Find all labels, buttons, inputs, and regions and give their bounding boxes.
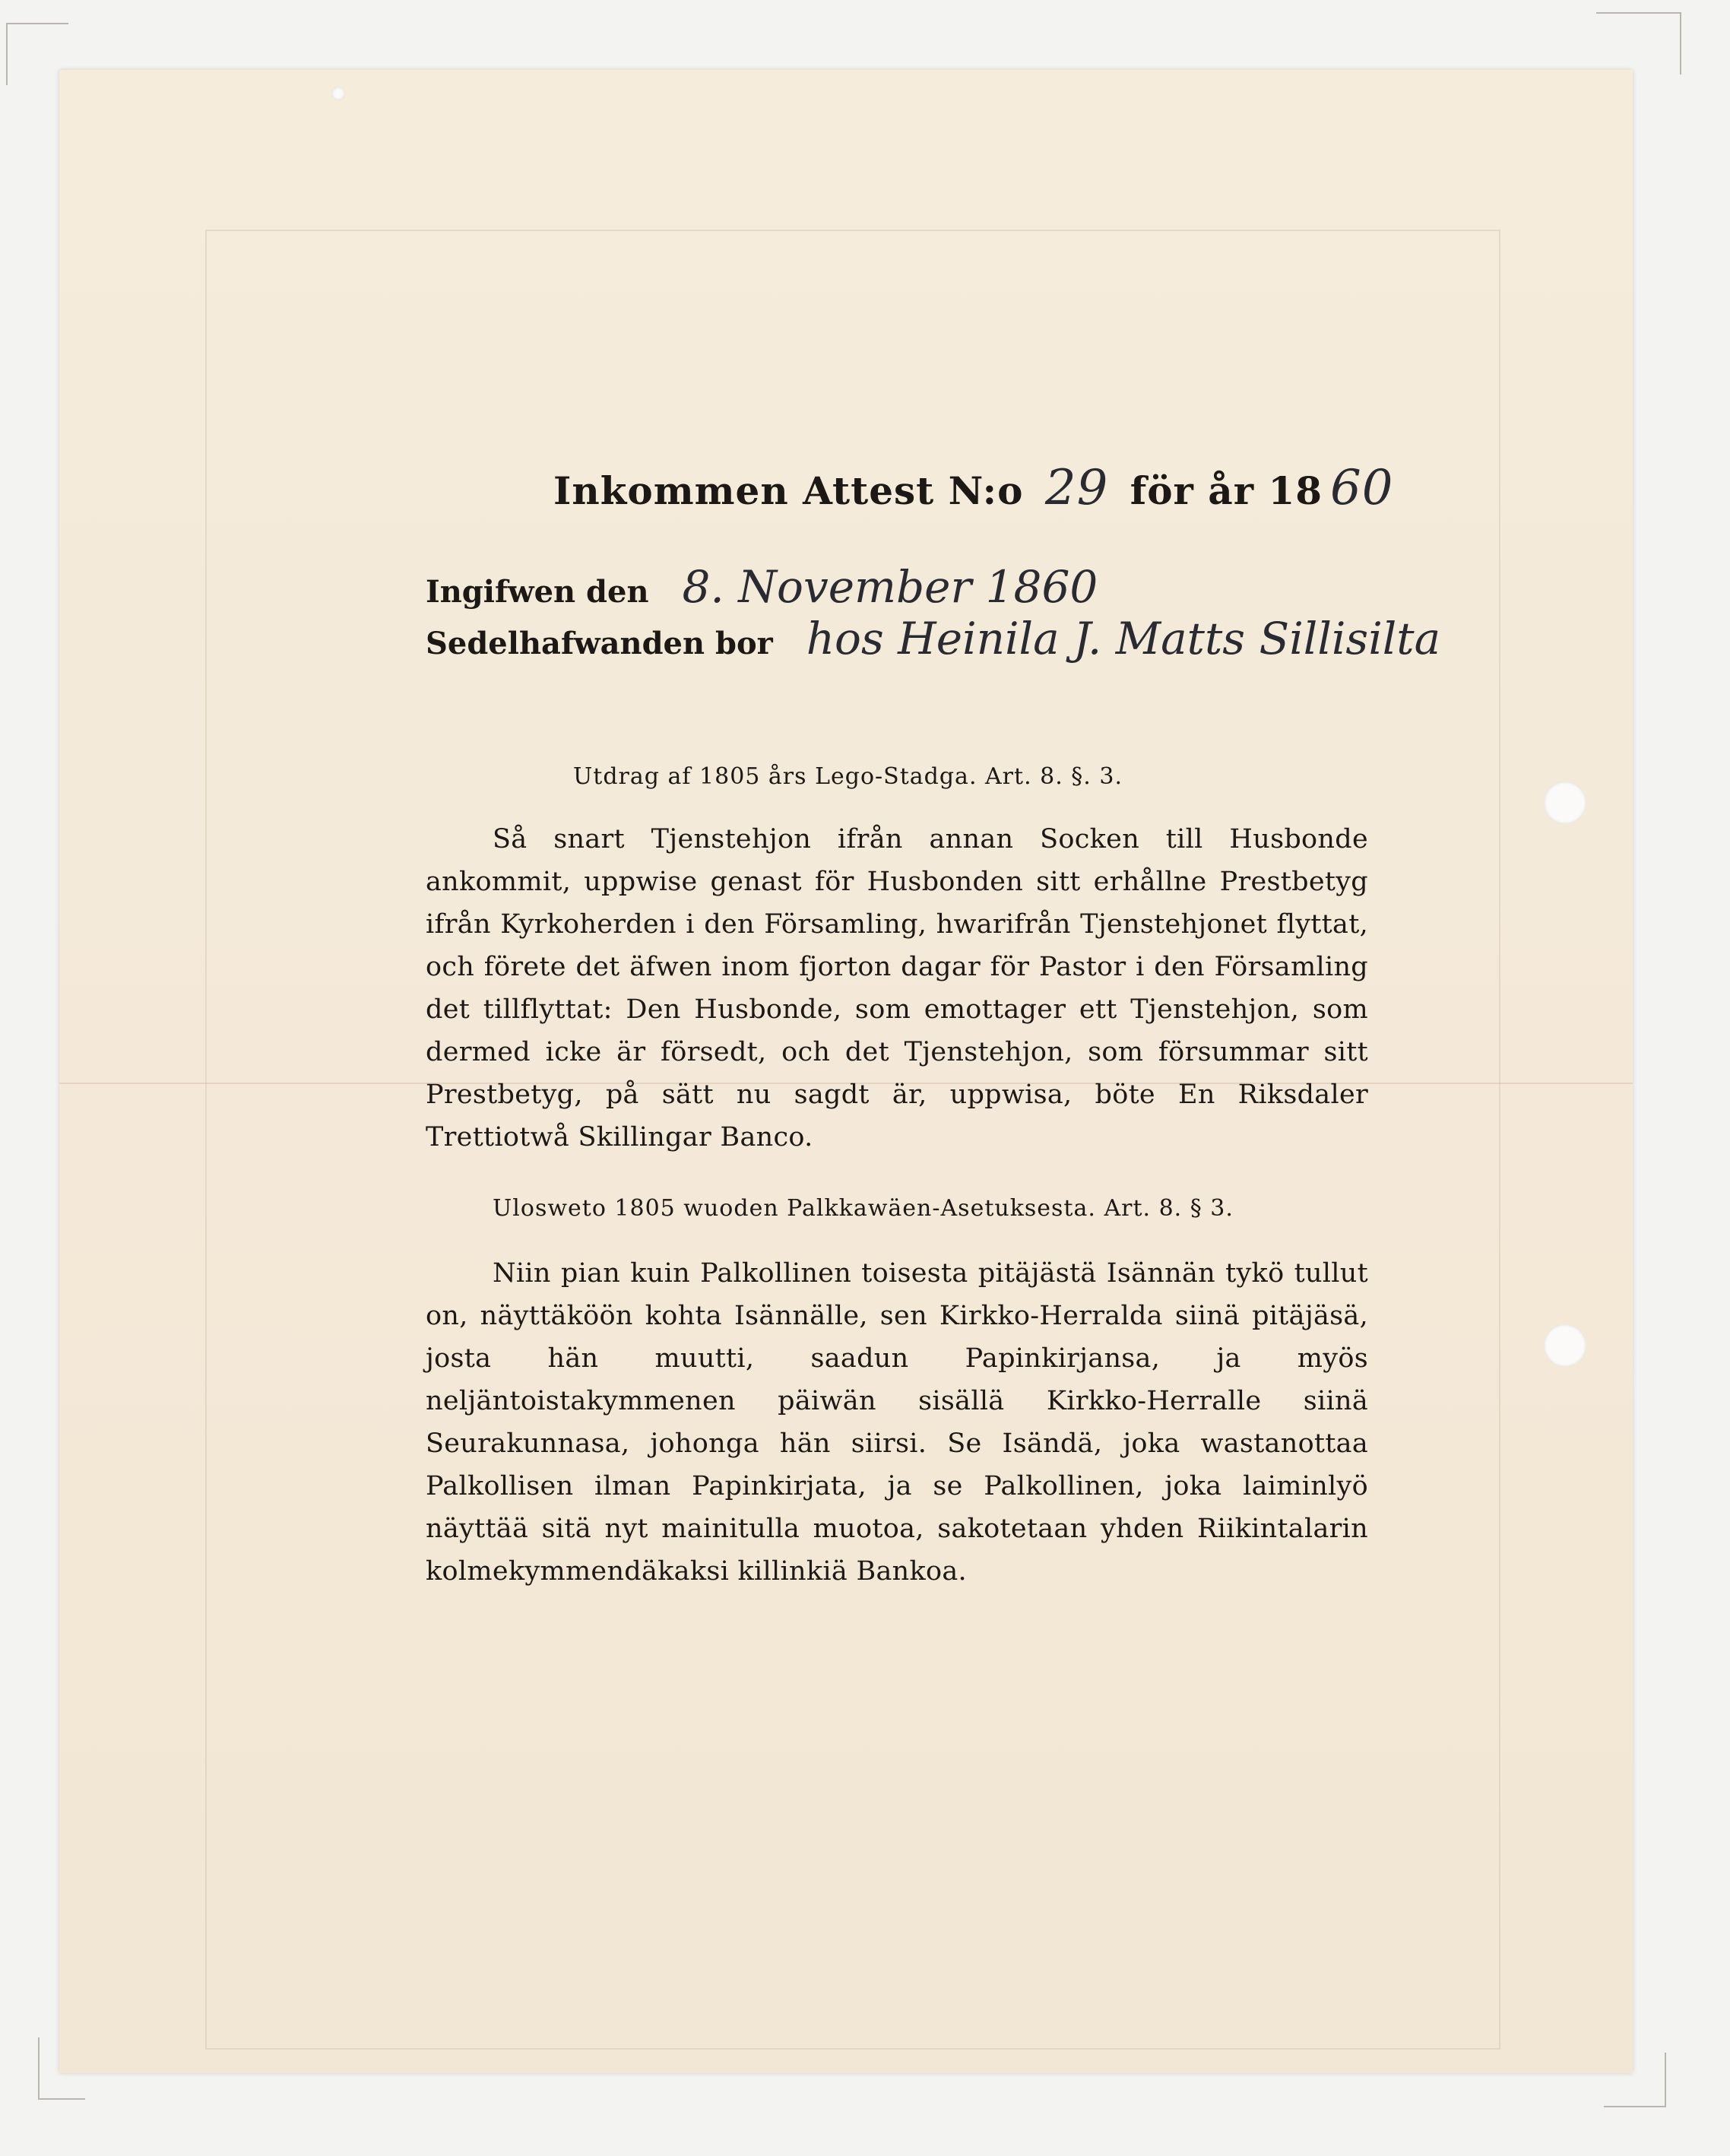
document-title [553, 460, 1401, 516]
pin-hole [331, 87, 345, 100]
title-year: 60 [1330, 460, 1394, 516]
residence-value: hos Heinila J. Matts Sillisilta [806, 613, 1441, 664]
punch-hole-upper [1544, 782, 1586, 824]
attest-number: 29 [1044, 460, 1109, 516]
submitted-date: 8. November 1860 [682, 561, 1098, 613]
submitted-label: Ingifwen den [426, 574, 649, 610]
finnish-excerpt-heading: Ulosweto 1805 wuoden Palkkawäen-Asetuksesta. Art. 8. § 3. [493, 1195, 1234, 1222]
residence-label: Sedelhafwanden bor [426, 626, 773, 661]
crop-mark-top-right [1596, 12, 1681, 75]
swedish-excerpt-text: Så snart Tjenstehjon ifrån annan Socken till Husbonde ankommit, uppwise genast för Husbonden sitt erhållne Prestbetyg ifrån Kyrkoherden i den Församling, hwarifrån Tjenstehjonet flyttat, och förete det äfwen inom fjorton dagar för Pastor i den Församling det tillflyttat: Den Husbonde, som emottager ett Tjenstehjon, som dermed icke är försedt, och det Tjenstehjon, som försummar sitt Prestbetyg, på sätt nu sagdt är, uppwisa, böte En Riksdaler Trettiotwå Skillingar Banco. [426, 824, 1368, 1153]
submitted-line [426, 561, 1098, 613]
residence-line [426, 613, 1440, 664]
finnish-excerpt-text: Niin pian kuin Palkollinen toisesta pitäjästä Isännän tykö tullut on, näyttäköön kohta Isännälle, sen Kirkko-Herralda siinä pitäjäsä, josta hän muutti, saadun Papinkirjansa, ja myös neljäntoistakymmenen päiwän sisällä Kirkko-Herralle siinä Seurakunnasa, johonga hän siirsi. Se Isändä, joka wastanottaa Palkollisen ilman Papinkirjata, ja se Palkollinen, joka laiminlyö näyttää sitä nyt mainitulla muotoa, sakotetaan yhden Riikintalarin kolmekymmendäkaksi killinkiä Bankoa. [426, 1258, 1368, 1587]
title-middle: för år 18 [1130, 468, 1323, 513]
punch-hole-lower [1544, 1324, 1586, 1367]
swedish-excerpt-heading: Utdrag af 1805 års Lego-Stadga. Art. 8. §. 3. [573, 763, 1123, 790]
title-prefix: Inkommen Attest N:o [553, 468, 1024, 513]
